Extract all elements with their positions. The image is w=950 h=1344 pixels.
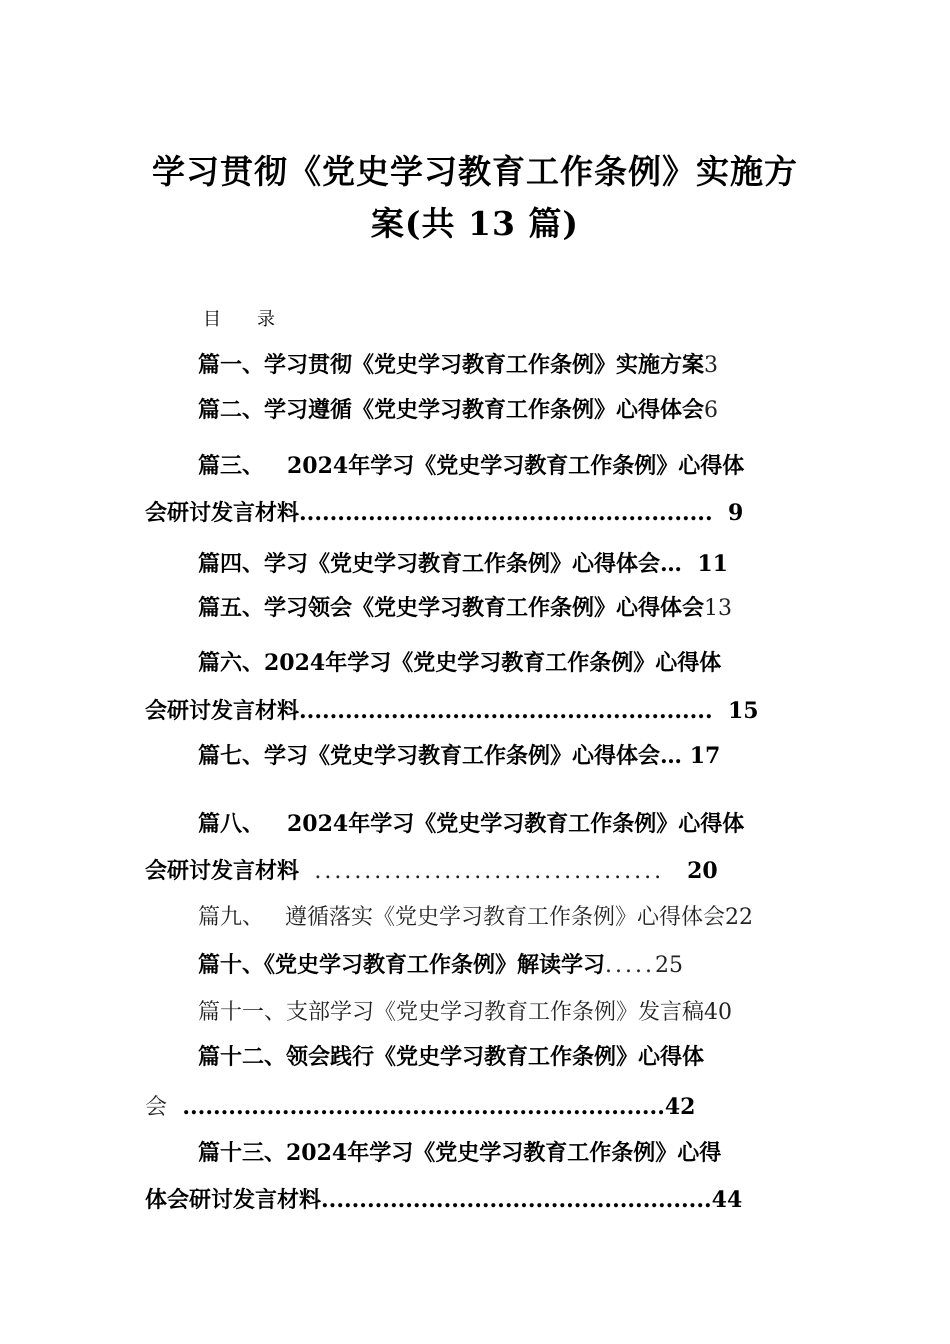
toc-entry-text: 篇十一、支部学习《党史学习教育工作条例》发言稿 xyxy=(198,1000,705,1025)
toc-entry-3-cont[interactable] xyxy=(145,498,743,528)
toc-entry-text: 会研讨发言材料 xyxy=(145,500,300,526)
toc-entry-8-cont[interactable] xyxy=(145,856,718,887)
toc-entry-6-cont[interactable] xyxy=(145,696,759,726)
toc-entry-page: 13 xyxy=(704,596,733,621)
toc-heading-char-1: 目 xyxy=(203,309,221,330)
toc-entry-text: 篇四、学习《党史学习教育工作条例》心得体会… xyxy=(198,551,683,577)
toc-entry-text: 篇八、 2024年学习《党史学习教育工作条例》心得体 xyxy=(198,811,745,837)
toc-entry-page: 11 xyxy=(697,551,728,577)
toc-leader-dots: ............................................................... xyxy=(182,1094,665,1120)
toc-entry-text: 篇十二、领会践行《党史学习教育工作条例》心得体 xyxy=(198,1044,705,1070)
toc-entry-page: 20 xyxy=(687,858,718,884)
toc-entry-2[interactable] xyxy=(198,395,718,426)
toc-entry-text: 篇三、 2024年学习《党史学习教育工作条例》心得体 xyxy=(198,453,745,479)
toc-entry-text: 篇五、学习领会《党史学习教育工作条例》心得体会 xyxy=(198,595,705,621)
toc-entry-6[interactable] xyxy=(198,648,721,678)
toc-entry-text: 会研讨发言材料 xyxy=(145,698,300,724)
toc-entry-page: 44 xyxy=(711,1187,743,1213)
toc-entry-12-cont[interactable] xyxy=(145,1092,696,1123)
toc-entry-page: 22 xyxy=(724,905,753,930)
toc-entry-7[interactable] xyxy=(198,741,720,771)
toc-leader-dots: ................................... xyxy=(314,859,665,884)
toc-entry-9[interactable] xyxy=(198,903,753,933)
toc-entry-page: 25 xyxy=(654,953,683,978)
toc-leader-dots: ...................................................... xyxy=(299,698,713,724)
toc-entry-8[interactable] xyxy=(198,809,744,839)
toc-entry-3[interactable] xyxy=(198,451,744,481)
toc-leader-dots: ..... xyxy=(605,953,655,978)
toc-entry-text: 篇六、2024年学习《党史学习教育工作条例》心得体 xyxy=(198,650,722,676)
toc-entry-text: 体会研讨发言材料 xyxy=(145,1187,322,1213)
toc-entry-page: 9 xyxy=(727,500,744,526)
toc-entry-page: 40 xyxy=(704,1000,733,1025)
toc-entry-text: 篇二、学习遵循《党史学习教育工作条例》心得体会 xyxy=(198,397,705,423)
toc-entry-11[interactable] xyxy=(198,998,732,1028)
toc-entry-text: 会 xyxy=(145,1095,168,1120)
toc-leader-dots: ................................................... xyxy=(321,1187,712,1213)
toc-entry-text: 会研讨发言材料 xyxy=(145,858,300,884)
toc-heading xyxy=(203,305,275,331)
toc-entry-5[interactable] xyxy=(198,593,732,624)
toc-entry-text: 篇九、 遵循落实《党史学习教育工作条例》心得体会 xyxy=(198,905,725,930)
toc-entry-10[interactable] xyxy=(198,950,683,981)
toc-entry-text: 篇十、《党史学习教育工作条例》解读学习 xyxy=(198,952,606,978)
toc-entry-1[interactable] xyxy=(198,350,718,381)
toc-entry-page: 17 xyxy=(689,743,721,769)
document-title-line-1: 学习贯彻《党史学习教育工作条例》实施方 xyxy=(152,152,798,191)
toc-entry-text: 篇十三、2024年学习《党史学习教育工作条例》心得 xyxy=(198,1140,722,1166)
toc-entry-page: 6 xyxy=(704,398,719,423)
toc-entry-13[interactable] xyxy=(198,1138,721,1168)
toc-entry-text: 篇七、学习《党史学习教育工作条例》心得体会… xyxy=(198,743,683,769)
toc-entry-page: 3 xyxy=(704,353,719,378)
document-title-line-2: 案(共 13 篇) xyxy=(370,204,580,243)
toc-heading-char-2: 录 xyxy=(257,309,275,330)
toc-leader-dots: ...................................................... xyxy=(299,500,713,526)
toc-entry-page: 15 xyxy=(727,698,759,724)
toc-entry-4[interactable] xyxy=(198,549,728,579)
toc-entry-12[interactable] xyxy=(198,1042,704,1072)
toc-entry-text: 篇一、学习贯彻《党史学习教育工作条例》实施方案 xyxy=(198,352,705,378)
toc-entry-13-cont[interactable] xyxy=(145,1185,742,1215)
toc-entry-page: 42 xyxy=(664,1094,696,1120)
